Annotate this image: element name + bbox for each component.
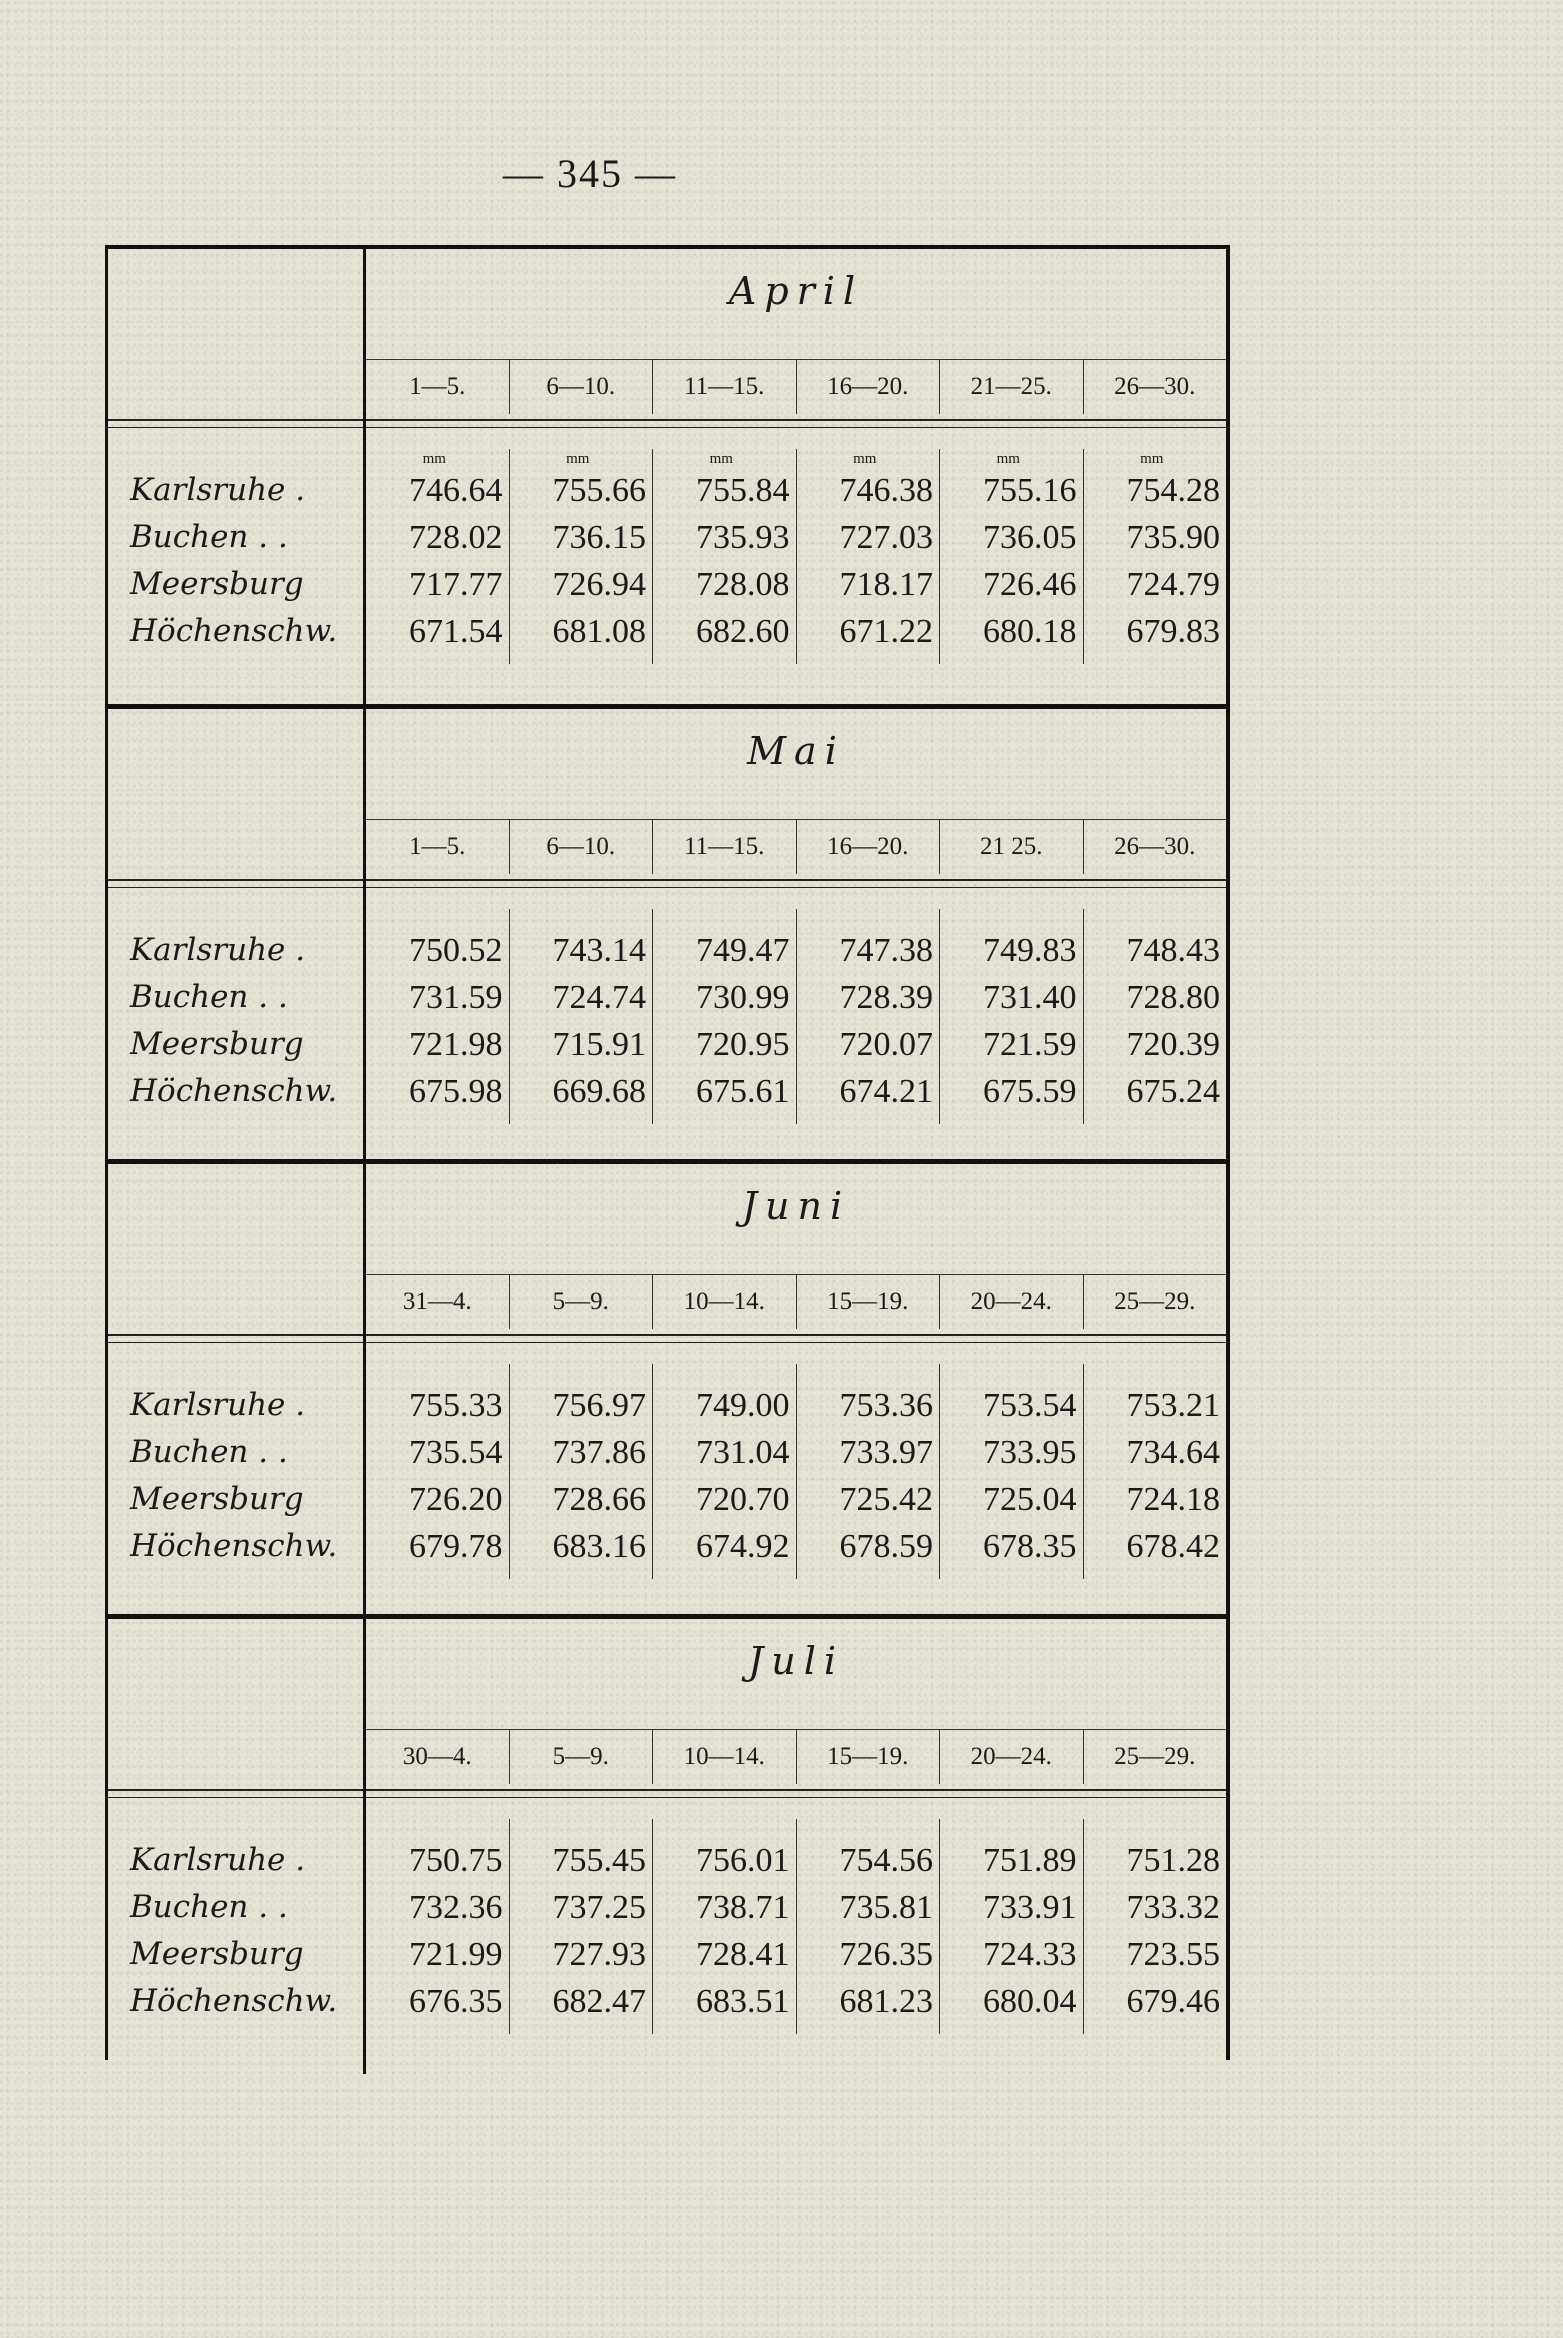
pressure-value: 682.47 <box>552 1983 646 2020</box>
pressure-value: 733.95 <box>983 1434 1077 1471</box>
station-divider-line <box>363 1164 366 1619</box>
unit-label: mm <box>566 451 590 467</box>
pressure-value: 750.75 <box>409 1842 503 1879</box>
pressure-value: 755.45 <box>552 1842 646 1879</box>
period-header-row <box>366 1729 1226 1784</box>
value-column <box>1083 909 1227 1124</box>
pressure-value: 725.42 <box>839 1481 933 1518</box>
value-column <box>1083 1364 1227 1579</box>
pressure-value: 753.21 <box>1126 1387 1220 1424</box>
station-column <box>130 1837 360 2025</box>
pressure-value: 728.08 <box>696 566 790 603</box>
pressure-value: 732.36 <box>409 1889 503 1926</box>
pressure-value: 733.97 <box>839 1434 933 1471</box>
period-header-cell: 11—15. <box>652 820 796 874</box>
pressure-value: 724.74 <box>552 979 646 1016</box>
month-block-juli <box>108 1614 1226 2074</box>
value-column <box>652 1364 796 1579</box>
station-name: Buchen . . <box>130 979 288 1015</box>
unit-label: mm <box>709 451 733 467</box>
pressure-value: 755.16 <box>983 472 1077 509</box>
period-header-row <box>366 1274 1226 1329</box>
values-grid <box>366 1364 1226 1579</box>
period-header-cell: 25—29. <box>1083 1730 1227 1784</box>
pressure-value: 733.91 <box>983 1889 1077 1926</box>
data-area <box>108 1819 1226 2034</box>
period-header-cell: 16—20. <box>796 360 940 414</box>
pressure-value: 675.59 <box>983 1073 1077 1110</box>
month-title: Juli <box>747 1639 844 1683</box>
station-name: Meersburg <box>130 1026 304 1062</box>
pressure-value: 679.46 <box>1126 1983 1220 2020</box>
pressure-value: 748.43 <box>1126 932 1220 969</box>
period-header-row <box>366 359 1226 414</box>
period-header-cell: 20—24. <box>939 1275 1083 1329</box>
value-column <box>939 449 1083 664</box>
station-divider-line <box>363 249 366 704</box>
period-header-cell: 16—20. <box>796 820 940 874</box>
period-header-cell: 21 25. <box>939 820 1083 874</box>
period-header-cell: 1—5. <box>409 833 466 860</box>
station-name: Buchen . . <box>130 1434 288 1470</box>
value-column <box>939 1364 1083 1579</box>
station-column <box>130 467 360 655</box>
pressure-value: 682.60 <box>696 613 790 650</box>
pressure-value: 736.05 <box>983 519 1077 556</box>
pressure-value: 717.77 <box>409 566 503 603</box>
value-column <box>796 1819 940 2034</box>
pressure-value: 735.93 <box>696 519 790 556</box>
pressure-value: 733.32 <box>1126 1889 1220 1926</box>
value-column <box>796 909 940 1124</box>
value-column <box>796 1364 940 1579</box>
pressure-value: 728.41 <box>696 1936 790 1973</box>
pressure-value: 751.28 <box>1126 1842 1220 1879</box>
pressure-value: 755.84 <box>696 472 790 509</box>
period-header-cell: 10—14. <box>652 1275 796 1329</box>
value-column <box>939 909 1083 1124</box>
pressure-value: 755.33 <box>409 1387 503 1424</box>
double-rule-divider <box>108 1789 1226 1798</box>
month-block-april <box>108 249 1226 704</box>
pressure-value: 734.64 <box>1126 1434 1220 1471</box>
value-column <box>652 1819 796 2034</box>
pressure-value: 749.83 <box>983 932 1077 969</box>
station-divider-line <box>363 709 366 1164</box>
value-column <box>509 449 653 664</box>
period-header-cell: 20—24. <box>939 1730 1083 1784</box>
pressure-value: 671.54 <box>409 613 503 650</box>
pressure-value: 728.80 <box>1126 979 1220 1016</box>
double-rule-divider <box>108 1334 1226 1343</box>
pressure-value: 720.70 <box>696 1481 790 1518</box>
unit-label: mm <box>422 451 446 467</box>
pressure-value: 728.39 <box>839 979 933 1016</box>
station-name: Karlsruhe . <box>130 1842 306 1878</box>
pressure-value: 674.92 <box>696 1528 790 1565</box>
period-header-cell: 10—14. <box>652 1730 796 1784</box>
data-area <box>108 1364 1226 1579</box>
pressure-value: 674.21 <box>839 1073 933 1110</box>
station-divider-line <box>363 1619 366 2074</box>
data-area <box>108 909 1226 1124</box>
station-column <box>130 1382 360 1570</box>
pressure-value: 725.04 <box>983 1481 1077 1518</box>
station-name: Buchen . . <box>130 519 288 555</box>
pressure-value: 671.22 <box>839 613 933 650</box>
pressure-value: 721.59 <box>983 1026 1077 1063</box>
period-header-cell: 6—10. <box>509 360 653 414</box>
month-block-mai <box>108 704 1226 1164</box>
pressure-value: 675.24 <box>1126 1073 1220 1110</box>
page-number: — 345 — <box>503 151 677 196</box>
station-name: Meersburg <box>130 1481 304 1517</box>
pressure-value: 756.01 <box>696 1842 790 1879</box>
pressure-value: 754.56 <box>839 1842 933 1879</box>
pressure-value: 737.25 <box>552 1889 646 1926</box>
period-header-cell: 26—30. <box>1083 820 1227 874</box>
value-column <box>652 909 796 1124</box>
pressure-value: 750.52 <box>409 932 503 969</box>
pressure-value: 751.89 <box>983 1842 1077 1879</box>
station-name: Karlsruhe . <box>130 1387 306 1423</box>
pressure-value: 679.83 <box>1126 613 1220 650</box>
period-header-cell: 1—5. <box>409 373 466 400</box>
pressure-value: 683.16 <box>552 1528 646 1565</box>
period-header-cell: 30—4. <box>402 1743 472 1770</box>
pressure-value: 756.97 <box>552 1387 646 1424</box>
pressure-value: 721.99 <box>409 1936 503 1973</box>
pressure-value: 720.95 <box>696 1026 790 1063</box>
pressure-value: 726.20 <box>409 1481 503 1518</box>
period-header-cell: 5—9. <box>509 1275 653 1329</box>
double-rule-divider <box>108 419 1226 428</box>
unit-label: mm <box>853 451 877 467</box>
values-grid <box>366 909 1226 1124</box>
pressure-value: 718.17 <box>839 566 933 603</box>
pressure-value: 731.40 <box>983 979 1077 1016</box>
pressure-value: 735.90 <box>1126 519 1220 556</box>
pressure-value: 726.46 <box>983 566 1077 603</box>
values-grid <box>366 1819 1226 2034</box>
pressure-value: 678.35 <box>983 1528 1077 1565</box>
pressure-value: 720.39 <box>1126 1026 1220 1063</box>
value-column <box>366 909 509 1124</box>
station-name: Höchenschw. <box>130 1528 338 1564</box>
pressure-value: 727.93 <box>552 1936 646 1973</box>
period-header-cell: 11—15. <box>652 360 796 414</box>
pressure-value: 724.18 <box>1126 1481 1220 1518</box>
period-header-row <box>366 819 1226 874</box>
pressure-value: 746.38 <box>839 472 933 509</box>
station-name: Buchen . . <box>130 1889 288 1925</box>
pressure-value: 753.36 <box>839 1387 933 1424</box>
pressure-value: 747.38 <box>839 932 933 969</box>
period-header-cell: 26—30. <box>1083 360 1227 414</box>
pressure-value: 737.86 <box>552 1434 646 1471</box>
pressure-value: 731.59 <box>409 979 503 1016</box>
pressure-value: 746.64 <box>409 472 503 509</box>
station-name: Karlsruhe . <box>130 932 306 968</box>
pressure-value: 731.04 <box>696 1434 790 1471</box>
pressure-value: 735.81 <box>839 1889 933 1926</box>
pressure-value: 728.66 <box>552 1481 646 1518</box>
period-header-cell: 5—9. <box>509 1730 653 1784</box>
pressure-value: 736.15 <box>552 519 646 556</box>
period-header-cell: 31—4. <box>402 1288 472 1315</box>
month-title: April <box>728 269 864 313</box>
value-column <box>1083 449 1227 664</box>
period-header-cell: 15—19. <box>796 1730 940 1784</box>
value-column <box>509 909 653 1124</box>
period-header-cell: 6—10. <box>509 820 653 874</box>
pressure-value: 743.14 <box>552 932 646 969</box>
pressure-value: 679.78 <box>409 1528 503 1565</box>
value-column <box>366 1364 509 1579</box>
pressure-value: 727.03 <box>839 519 933 556</box>
pressure-value: 721.98 <box>409 1026 503 1063</box>
pressure-value: 680.18 <box>983 613 1077 650</box>
station-name: Meersburg <box>130 566 304 602</box>
double-rule-divider <box>108 879 1226 888</box>
pressure-value: 683.51 <box>696 1983 790 2020</box>
pressure-value: 749.00 <box>696 1387 790 1424</box>
station-name: Karlsruhe . <box>130 472 306 508</box>
pressure-value: 726.35 <box>839 1936 933 1973</box>
station-name: Meersburg <box>130 1936 304 1972</box>
pressure-value: 723.55 <box>1126 1936 1220 1973</box>
pressure-value: 753.54 <box>983 1387 1077 1424</box>
pressure-value: 749.47 <box>696 932 790 969</box>
station-column <box>130 927 360 1115</box>
pressure-value: 754.28 <box>1126 472 1220 509</box>
unit-label: mm <box>1140 451 1164 467</box>
pressure-value: 675.98 <box>409 1073 503 1110</box>
pressure-value: 715.91 <box>552 1026 646 1063</box>
pressure-value: 724.33 <box>983 1936 1077 1973</box>
value-column <box>652 449 796 664</box>
station-name: Höchenschw. <box>130 613 338 649</box>
pressure-value: 681.08 <box>552 613 646 650</box>
pressure-value: 730.99 <box>696 979 790 1016</box>
station-name: Höchenschw. <box>130 1983 338 2019</box>
pressure-value: 738.71 <box>696 1889 790 1926</box>
pressure-value: 678.59 <box>839 1528 933 1565</box>
pressure-value: 728.02 <box>409 519 503 556</box>
month-block-juni <box>108 1159 1226 1619</box>
pressure-table <box>105 245 1230 2060</box>
value-column <box>939 1819 1083 2034</box>
unit-label: mm <box>996 451 1020 467</box>
value-column <box>366 1819 509 2034</box>
value-column <box>509 1364 653 1579</box>
pressure-value: 724.79 <box>1126 566 1220 603</box>
period-header-cell: 15—19. <box>796 1275 940 1329</box>
month-title: Juni <box>741 1184 851 1228</box>
value-column <box>366 449 509 664</box>
period-header-cell: 21—25. <box>939 360 1083 414</box>
pressure-value: 678.42 <box>1126 1528 1220 1565</box>
values-grid <box>366 449 1226 664</box>
month-title: Mai <box>747 729 845 773</box>
period-header-cell: 25—29. <box>1083 1275 1227 1329</box>
value-column <box>796 449 940 664</box>
pressure-value: 755.66 <box>552 472 646 509</box>
pressure-value: 726.94 <box>552 566 646 603</box>
value-column <box>1083 1819 1227 2034</box>
station-name: Höchenschw. <box>130 1073 338 1109</box>
pressure-value: 680.04 <box>983 1983 1077 2020</box>
pressure-value: 735.54 <box>409 1434 503 1471</box>
data-area <box>108 449 1226 664</box>
pressure-value: 720.07 <box>839 1026 933 1063</box>
pressure-value: 675.61 <box>696 1073 790 1110</box>
value-column <box>509 1819 653 2034</box>
pressure-value: 669.68 <box>552 1073 646 1110</box>
pressure-value: 681.23 <box>839 1983 933 2020</box>
pressure-value: 676.35 <box>409 1983 503 2020</box>
